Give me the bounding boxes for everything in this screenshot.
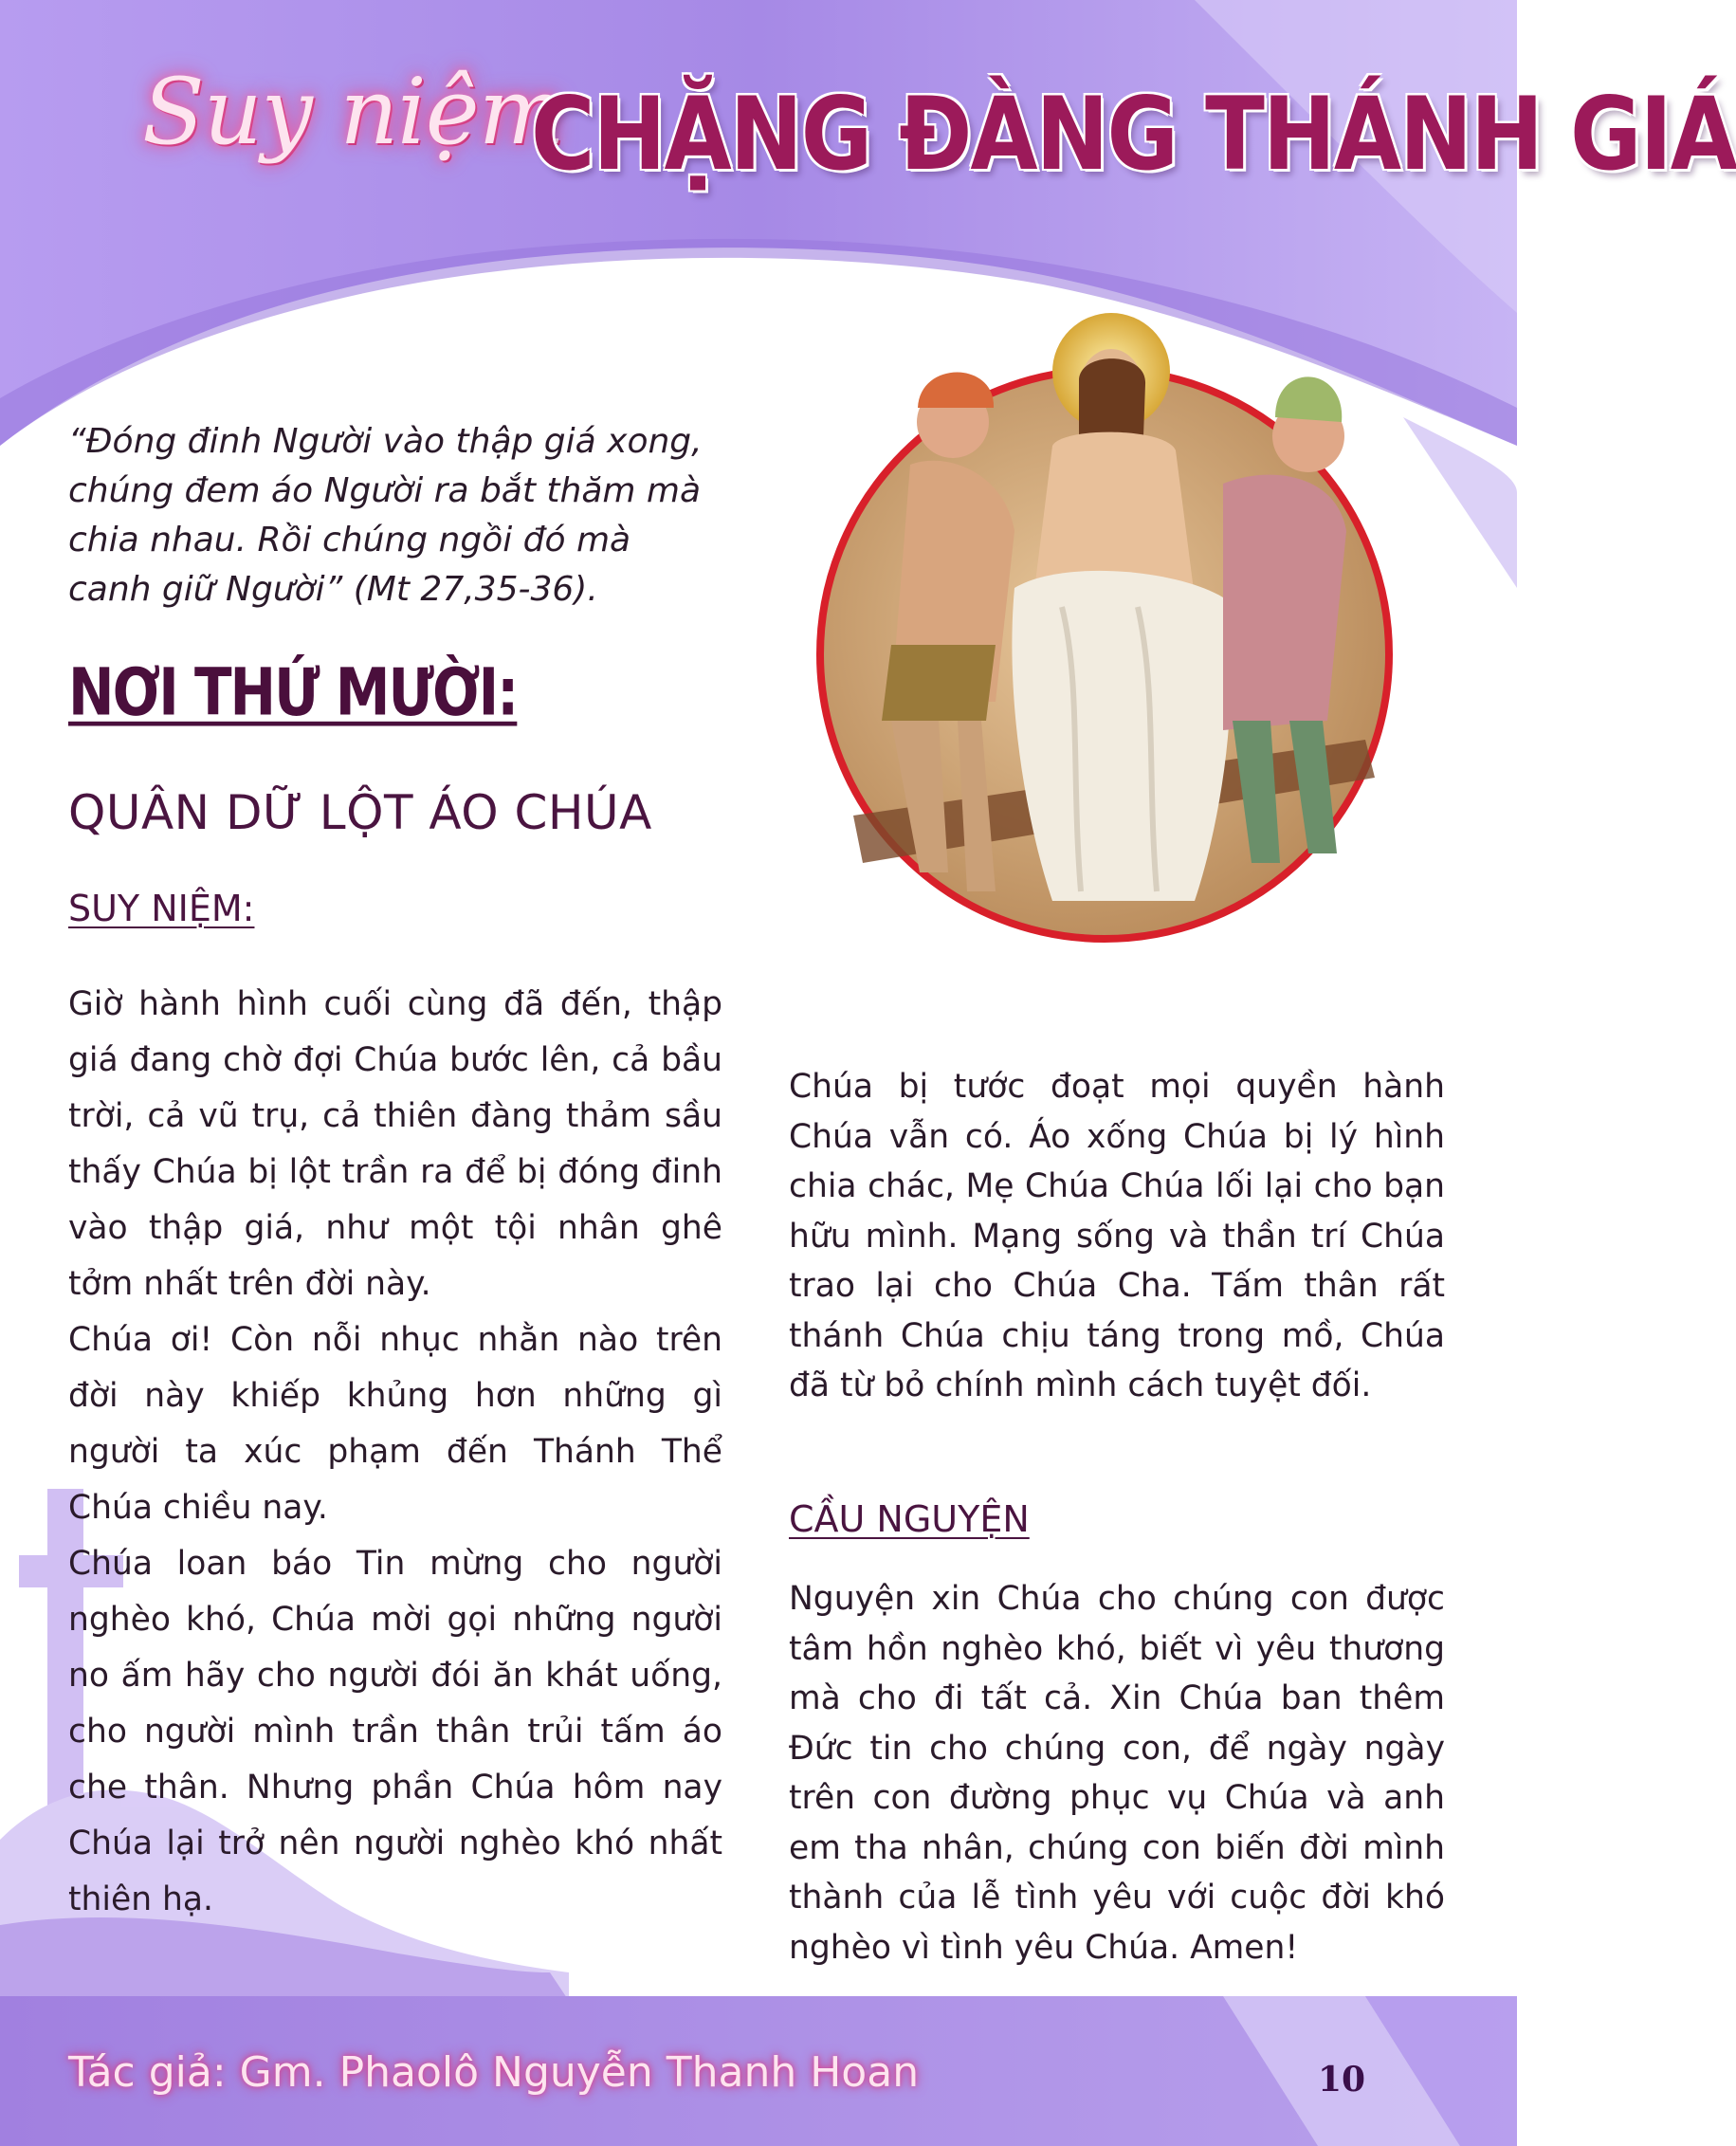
- meditation-heading: SUY NIỆM:: [68, 888, 255, 929]
- meditation-paragraph: Chúa ơi! Còn nỗi nhục nhằn nào trên đời này khiếp khủng hơn những gì người ta xúc phạm đến Thánh Thể Chúa chiều nay.: [68, 1321, 722, 1527]
- meditation-continuation: Chúa bị tước đoạt mọi quyền hành Chúa vẫn có. Áo xống Chúa bị lý hình chia chác, Mẹ Chúa Chúa lối lại cho bạn hữu mình. Mạng sống và thần trí Chúa trao lại cho Chúa Cha. Tấm thân rất thánh Chúa chịu táng trong mồ, Chúa đã từ bỏ chính mình cách tuyệt đối.: [789, 1068, 1445, 1404]
- meditation-text-left: [68, 977, 722, 1928]
- scripture-quote: “Đóng đinh Người vào thập giá xong, chúng đem áo Người ra bắt thăm mà chia nhau. Rồi chúng ngồi đó mà canh giữ Người” (Mt 27,35-36).: [68, 422, 703, 609]
- meditation-paragraph: Giờ hành hình cuối cùng đã đến, thập giá đang chờ đợi Chúa bước lên, cả bầu trời, cả vũ trụ, cả thiên đàng thảm sầu thấy Chúa bị lột trần ra để bị đóng đinh vào thập giá, như một tội nhân ghê tởm nhất trên đời này.: [68, 985, 722, 1303]
- meditation-paragraph: Chúa loan báo Tin mừng cho người nghèo khó, Chúa mời gọi những người no ấm hãy cho người đói ăn khát uống, cho người mình trần thân trủi tấm áo che thân. Nhưng phần Chúa hôm nay Chúa lại trở nên người nghèo khó nhất thiên hạ.: [68, 1545, 722, 1918]
- station-illustration: [777, 284, 1432, 948]
- station-subtitle: QUÂN DỮ LỘT ÁO CHÚA: [68, 785, 652, 840]
- author-credit: Tác giả: Gm. Phaolô Nguyễn Thanh Hoan: [68, 2048, 920, 2097]
- main-title: CHẶNG ĐÀNG THÁNH GIÁ: [531, 76, 1736, 193]
- prayer-heading: CẦU NGUYỆN: [789, 1498, 1030, 1540]
- station-heading: NƠI THỨ MƯỜI:: [68, 654, 518, 731]
- script-title: Suy niệm: [142, 59, 564, 165]
- prayer-text: Nguyện xin Chúa cho chúng con được tâm hồn nghèo khó, biết vì yêu thương mà cho đi tất cả. Xin Chúa ban thêm Đức tin cho chúng con, để ngày ngày trên con đường phục vụ Chúa và anh em tha nhân, chúng con biến đời mình thành của lễ tình yêu với cuộc đời khó nghèo vì tình yêu Chúa. Amen!: [789, 1580, 1445, 1967]
- page-number: 10: [1318, 2060, 1366, 2100]
